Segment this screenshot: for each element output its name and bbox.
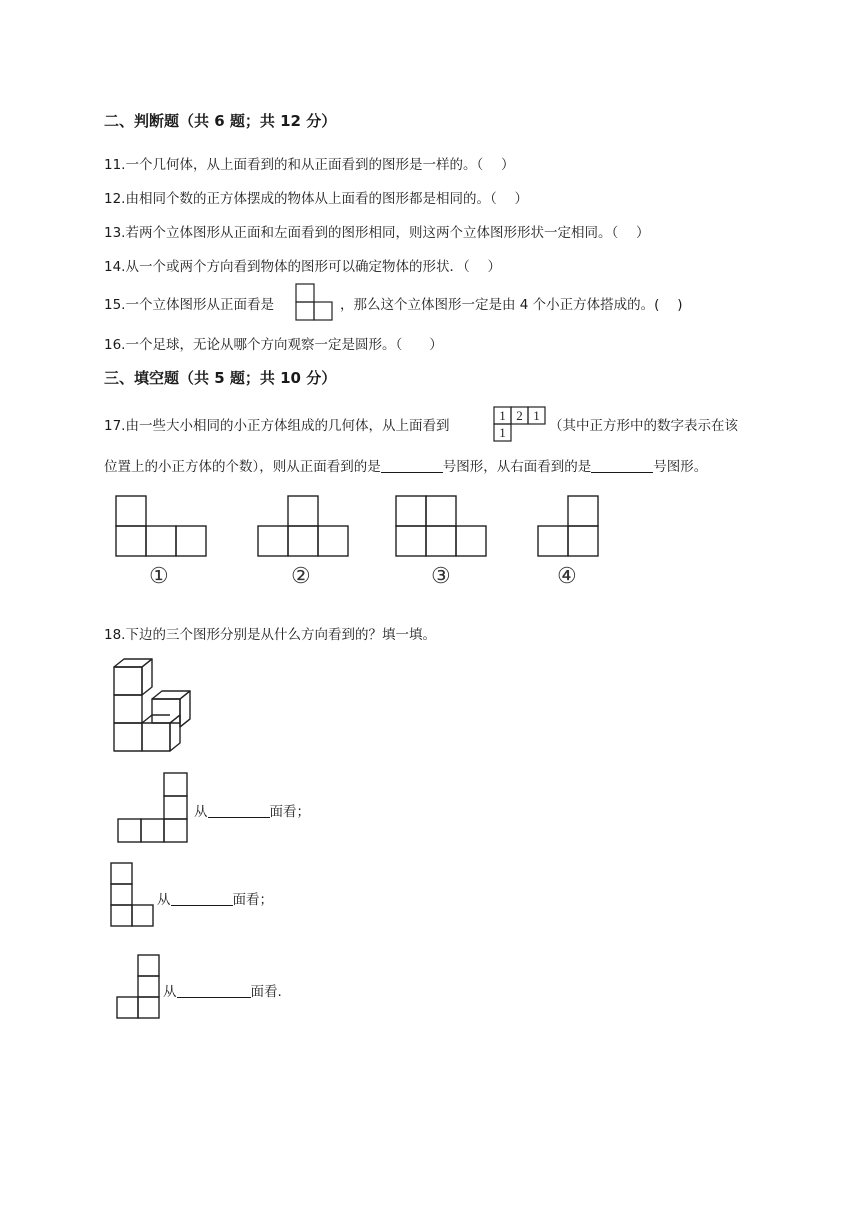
question-17-text-b: 号图形，从右面看到的是 (442, 459, 592, 475)
q18-3d-cube-figure (110, 655, 194, 755)
option-label-4: ④ (557, 564, 577, 589)
question-15-part1: 15.一个立体图形从正面看是 (104, 297, 274, 313)
option-figure-3 (394, 494, 488, 558)
answer-blank-view-3[interactable] (177, 983, 251, 998)
top-view-cell: 2 (516, 408, 523, 423)
top-view-cell: 1 (499, 408, 506, 423)
option-label-3: ③ (431, 564, 451, 589)
option-label-2: ② (291, 564, 311, 589)
q18-view-figure-1 (116, 771, 190, 845)
option-figure-4 (536, 494, 602, 558)
top-view-cell: 1 (499, 425, 506, 440)
question-18: 18.下边的三个图形分别是从什么方向看到的？填一填。 (104, 627, 436, 643)
question-17-part2: （其中正方形中的数字表示在该 (549, 418, 738, 434)
question-17-line2 (104, 455, 707, 475)
option-figure-1 (114, 494, 208, 558)
question-17-text-a: 位置上的小正方体的个数），则从正面看到的是 (104, 459, 381, 475)
q18-answer-line-1 (194, 800, 310, 820)
section3-heading: 三、填空题（共 5 题；共 10 分） (104, 369, 337, 387)
view-prefix: 从 (157, 892, 171, 908)
question-11: 11.一个几何体，从上面看到的和从正面看到的图形是一样的。（ ） (104, 157, 515, 173)
question-15-part2: ，那么这个立体图形一定是由 4 个小正方体搭成的。( ) (340, 297, 683, 313)
question-17-part1: 17.由一些大小相同的小正方体组成的几何体，从上面看到 (104, 418, 450, 434)
question-14: 14.从一个或两个方向看到物体的图形可以确定物体的形状．（ ） (104, 259, 502, 275)
view-suffix: 面看； (269, 804, 310, 820)
answer-blank-view-2[interactable] (171, 891, 233, 906)
answer-blank-view-1[interactable] (208, 803, 270, 818)
q17-top-view-grid (493, 406, 547, 442)
answer-blank-right[interactable] (591, 458, 653, 473)
q18-view-figure-2 (109, 861, 159, 927)
q18-answer-line-2 (157, 888, 273, 908)
question-12: 12.由相同个数的正方体摆成的物体从上面看的图形都是相同的。（ ） (104, 191, 529, 207)
q18-view-figure-3 (115, 953, 163, 1021)
view-suffix: 面看； (232, 892, 273, 908)
question-16: 16.一个足球，无论从哪个方向观察一定是圆形。（ ） (104, 337, 443, 353)
section2-heading: 二、判断题（共 6 题；共 12 分） (104, 112, 337, 130)
q18-answer-line-3 (163, 980, 282, 1000)
q15-front-view-figure (295, 283, 333, 321)
view-prefix: 从 (163, 984, 177, 1000)
view-prefix: 从 (194, 804, 208, 820)
question-17-text-c: 号图形。 (653, 459, 708, 475)
option-label-1: ① (149, 564, 169, 589)
option-figure-2 (256, 494, 350, 558)
question-13: 13.若两个立体图形从正面和左面看到的图形相同，则这两个立体图形形状一定相同。（ ） (104, 225, 650, 241)
answer-blank-front[interactable] (381, 458, 443, 473)
view-suffix: 面看. (250, 984, 282, 1000)
top-view-cell: 1 (533, 408, 540, 423)
